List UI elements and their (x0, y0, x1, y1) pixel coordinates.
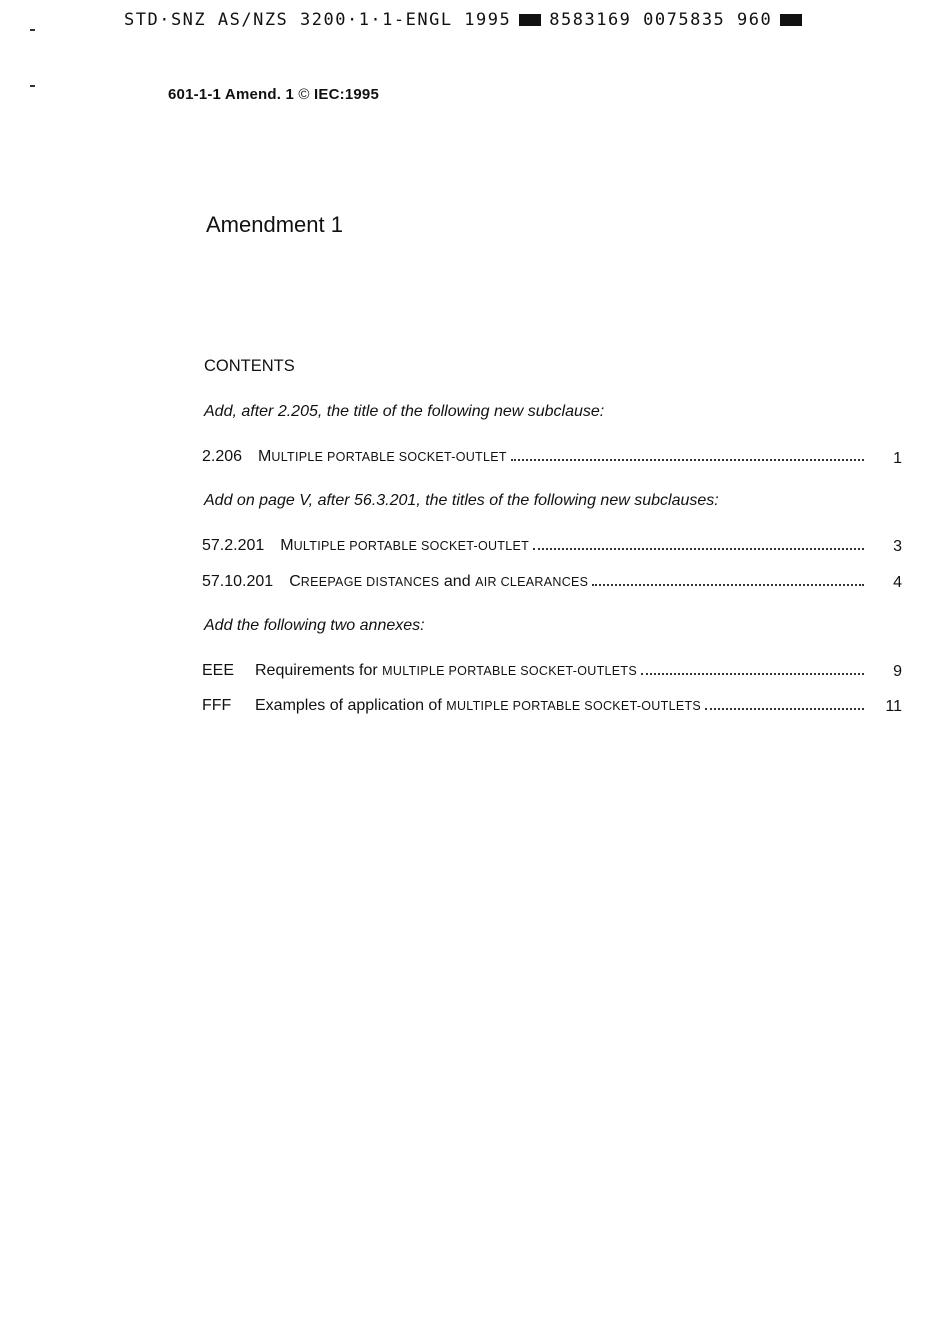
dot-leader (511, 459, 864, 461)
toc-page-number: 9 (893, 663, 902, 680)
toc-entry (202, 448, 864, 466)
instruction-text: Add, after 2.205, the title of the following new subclause: (204, 403, 605, 420)
toc-entry-number: 57.10.201 (202, 573, 274, 590)
header-code-part2: 8583169 0075835 960 (549, 10, 773, 30)
dot-leader (705, 708, 864, 710)
toc-entry (202, 573, 864, 591)
header-code-part1: STD·SNZ AS/NZS 3200·1·1-ENGL 1995 (124, 10, 512, 30)
toc-entry-title: Requirements for MULTIPLE PORTABLE SOCKET-OUTLETS (255, 662, 637, 679)
toc-page-number: 11 (885, 698, 902, 715)
toc-entry-number: 2.206 (202, 448, 243, 465)
doc-ref-label: 601-1-1 Amend. 1 (168, 86, 295, 103)
toc-entry-title: Examples of application of MULTIPLE PORTABLE SOCKET-OUTLETS (255, 697, 702, 714)
toc-entry (202, 537, 864, 555)
black-block-mark (780, 14, 802, 26)
document-reference (168, 86, 379, 103)
toc-entry-number: 57.2.201 (202, 537, 265, 554)
dot-leader (592, 584, 864, 586)
instruction-text: Add the following two annexes: (204, 617, 425, 634)
scan-speck (30, 29, 35, 31)
toc-entry-title: MULTIPLE PORTABLE SOCKET-OUTLET (280, 537, 530, 554)
dot-leader (533, 548, 864, 550)
header-document-code (124, 10, 802, 30)
toc-entry-number: FFF (202, 697, 232, 714)
doc-ref-org: IEC:1995 (314, 86, 380, 103)
instruction-text: Add on page V, after 56.3.201, the titles of the following new subclauses: (204, 492, 719, 509)
toc-entry-title: MULTIPLE PORTABLE SOCKET-OUTLET (258, 448, 507, 465)
toc-entry (202, 697, 864, 715)
scan-speck (30, 85, 35, 87)
toc-entry (202, 662, 864, 680)
toc-entry-number: EEE (202, 662, 235, 679)
dot-leader (641, 673, 864, 675)
contents-heading: CONTENTS (204, 357, 295, 375)
black-block-mark (519, 14, 541, 26)
toc-page-number: 4 (893, 574, 902, 591)
copyright-symbol: © (298, 86, 310, 103)
toc-page-number: 3 (893, 538, 902, 555)
page-title: Amendment 1 (206, 212, 343, 237)
toc-page-number: 1 (893, 450, 902, 467)
toc-entry-title: CREEPAGE DISTANCES and AIR CLEARANCES (289, 573, 589, 590)
